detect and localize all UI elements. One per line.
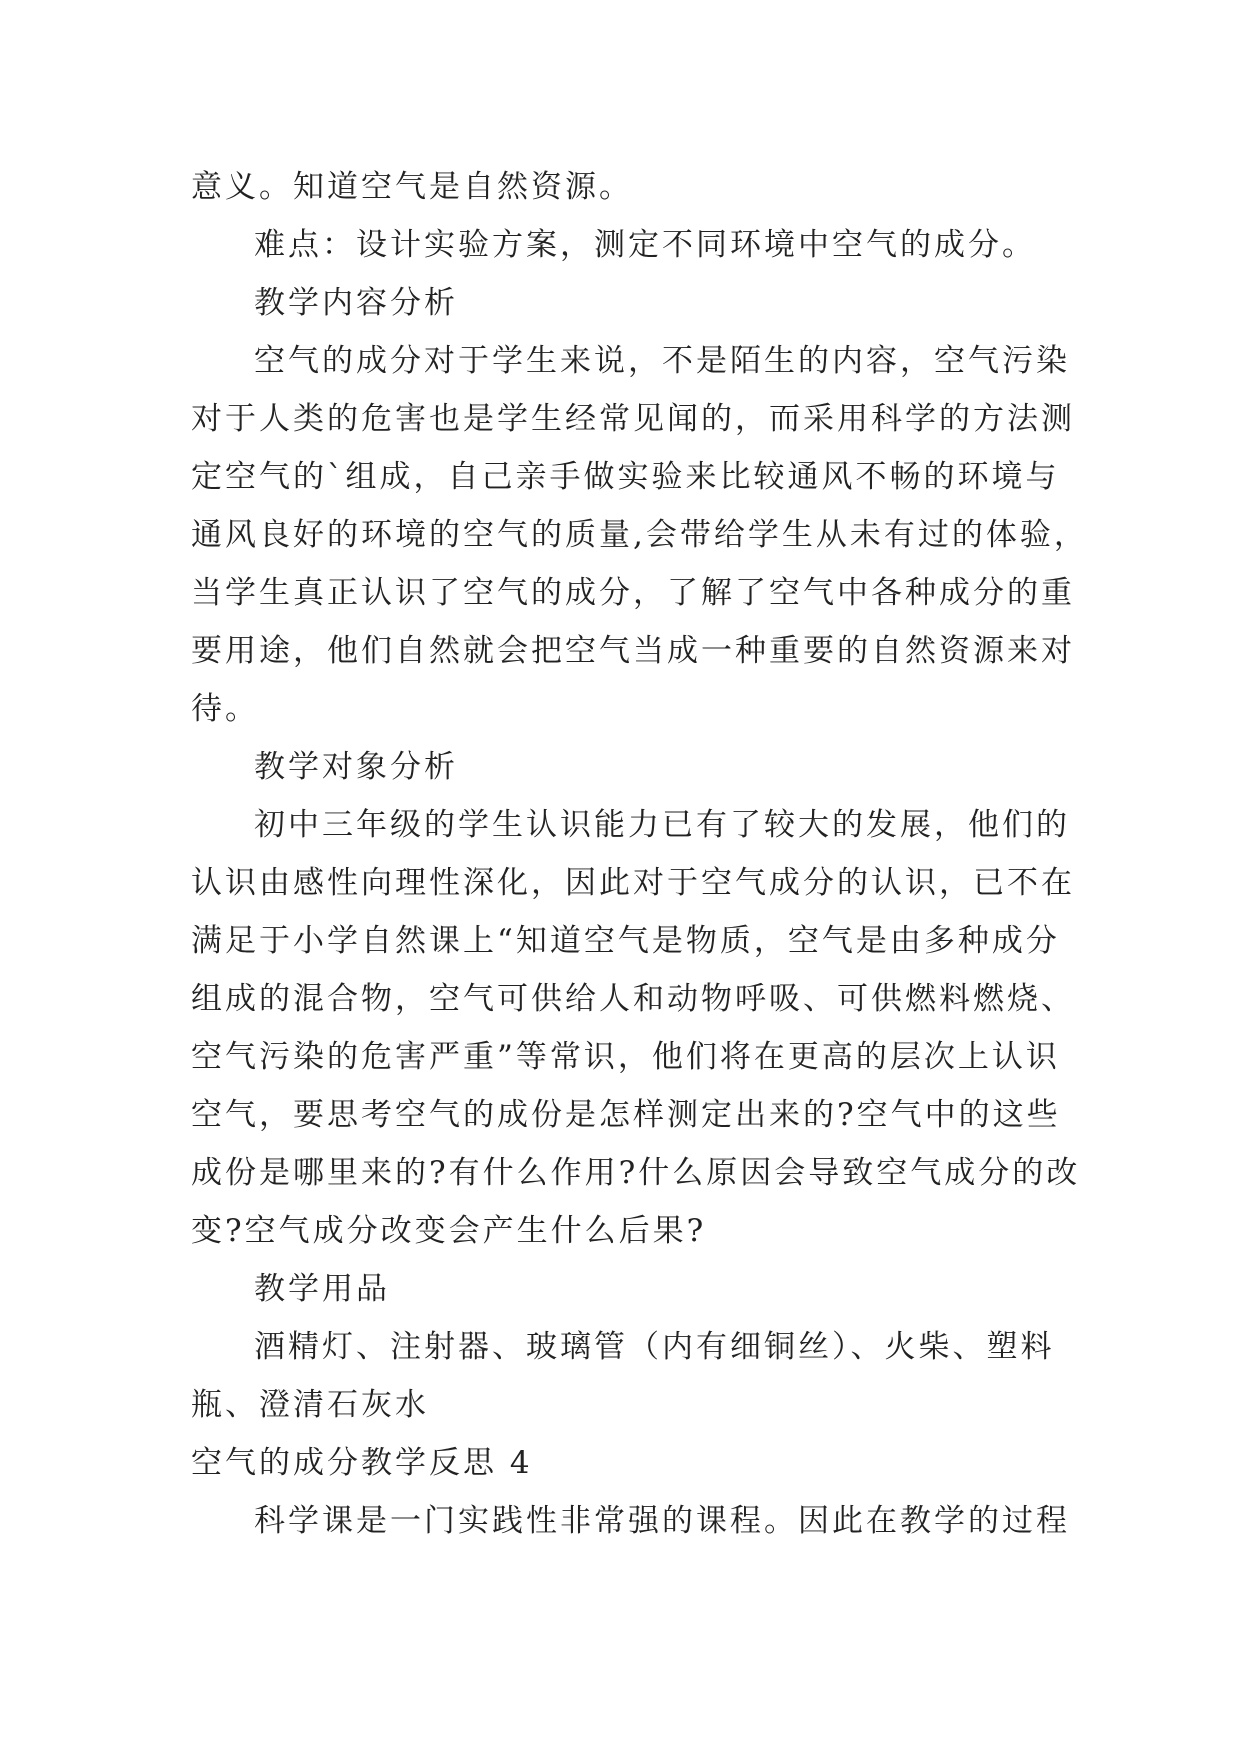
text-line: 组成的混合物，空气可供给人和动物呼吸、可供燃料燃烧、 [191, 981, 1075, 1017]
text-line: 对于人类的危害也是学生经常见闻的，而采用科学的方法测 [191, 401, 1075, 437]
text-line: 空气，要思考空气的成份是怎样测定出来的?空气中的这些 [191, 1097, 1061, 1133]
text-line: 变?空气成分改变会产生什么后果? [191, 1213, 707, 1249]
text-line: 待。 [191, 691, 259, 727]
text-line: 瓶、澄清石灰水 [191, 1387, 429, 1423]
document-body [191, 158, 1088, 1550]
text-line: 认识由感性向理性深化，因此对于空气成分的认识，已不在 [191, 865, 1075, 901]
text-line: 空气的成分对于学生来说，不是陌生的内容，空气污染 [254, 343, 1070, 379]
text-line: 科学课是一门实践性非常强的课程。因此在教学的过程 [254, 1503, 1070, 1539]
text-line: 通风良好的环境的空气的质量,会带给学生从未有过的体验， [191, 517, 1088, 553]
text-line: 初中三年级的学生认识能力已有了较大的发展，他们的 [254, 807, 1070, 843]
text-line: 定空气的`组成，自己亲手做实验来比较通风不畅的环境与 [191, 459, 1060, 495]
text-line: 当学生真正认识了空气的成分，了解了空气中各种成分的重 [191, 575, 1075, 611]
section-heading: 教学对象分析 [254, 749, 458, 785]
text-line: 难点：设计实验方案，测定不同环境中空气的成分。 [254, 227, 1036, 263]
text-line: 成份是哪里来的?有什么作用?什么原因会导致空气成分的改 [191, 1155, 1081, 1191]
text-line: 意义。知道空气是自然资源。 [191, 169, 633, 205]
text-line: 空气污染的危害严重”等常识，他们将在更高的层次上认识 [191, 1039, 1060, 1075]
article-heading: 空气的成分教学反思 4 [191, 1445, 533, 1481]
text-line: 满足于小学自然课上“知道空气是物质，空气是由多种成分 [191, 923, 1060, 959]
section-heading: 教学用品 [254, 1271, 390, 1307]
text-line: 要用途，他们自然就会把空气当成一种重要的自然资源来对 [191, 633, 1075, 669]
section-heading: 教学内容分析 [254, 285, 458, 321]
text-line: 酒精灯、注射器、玻璃管（内有细铜丝）、火柴、塑料 [254, 1329, 1055, 1365]
